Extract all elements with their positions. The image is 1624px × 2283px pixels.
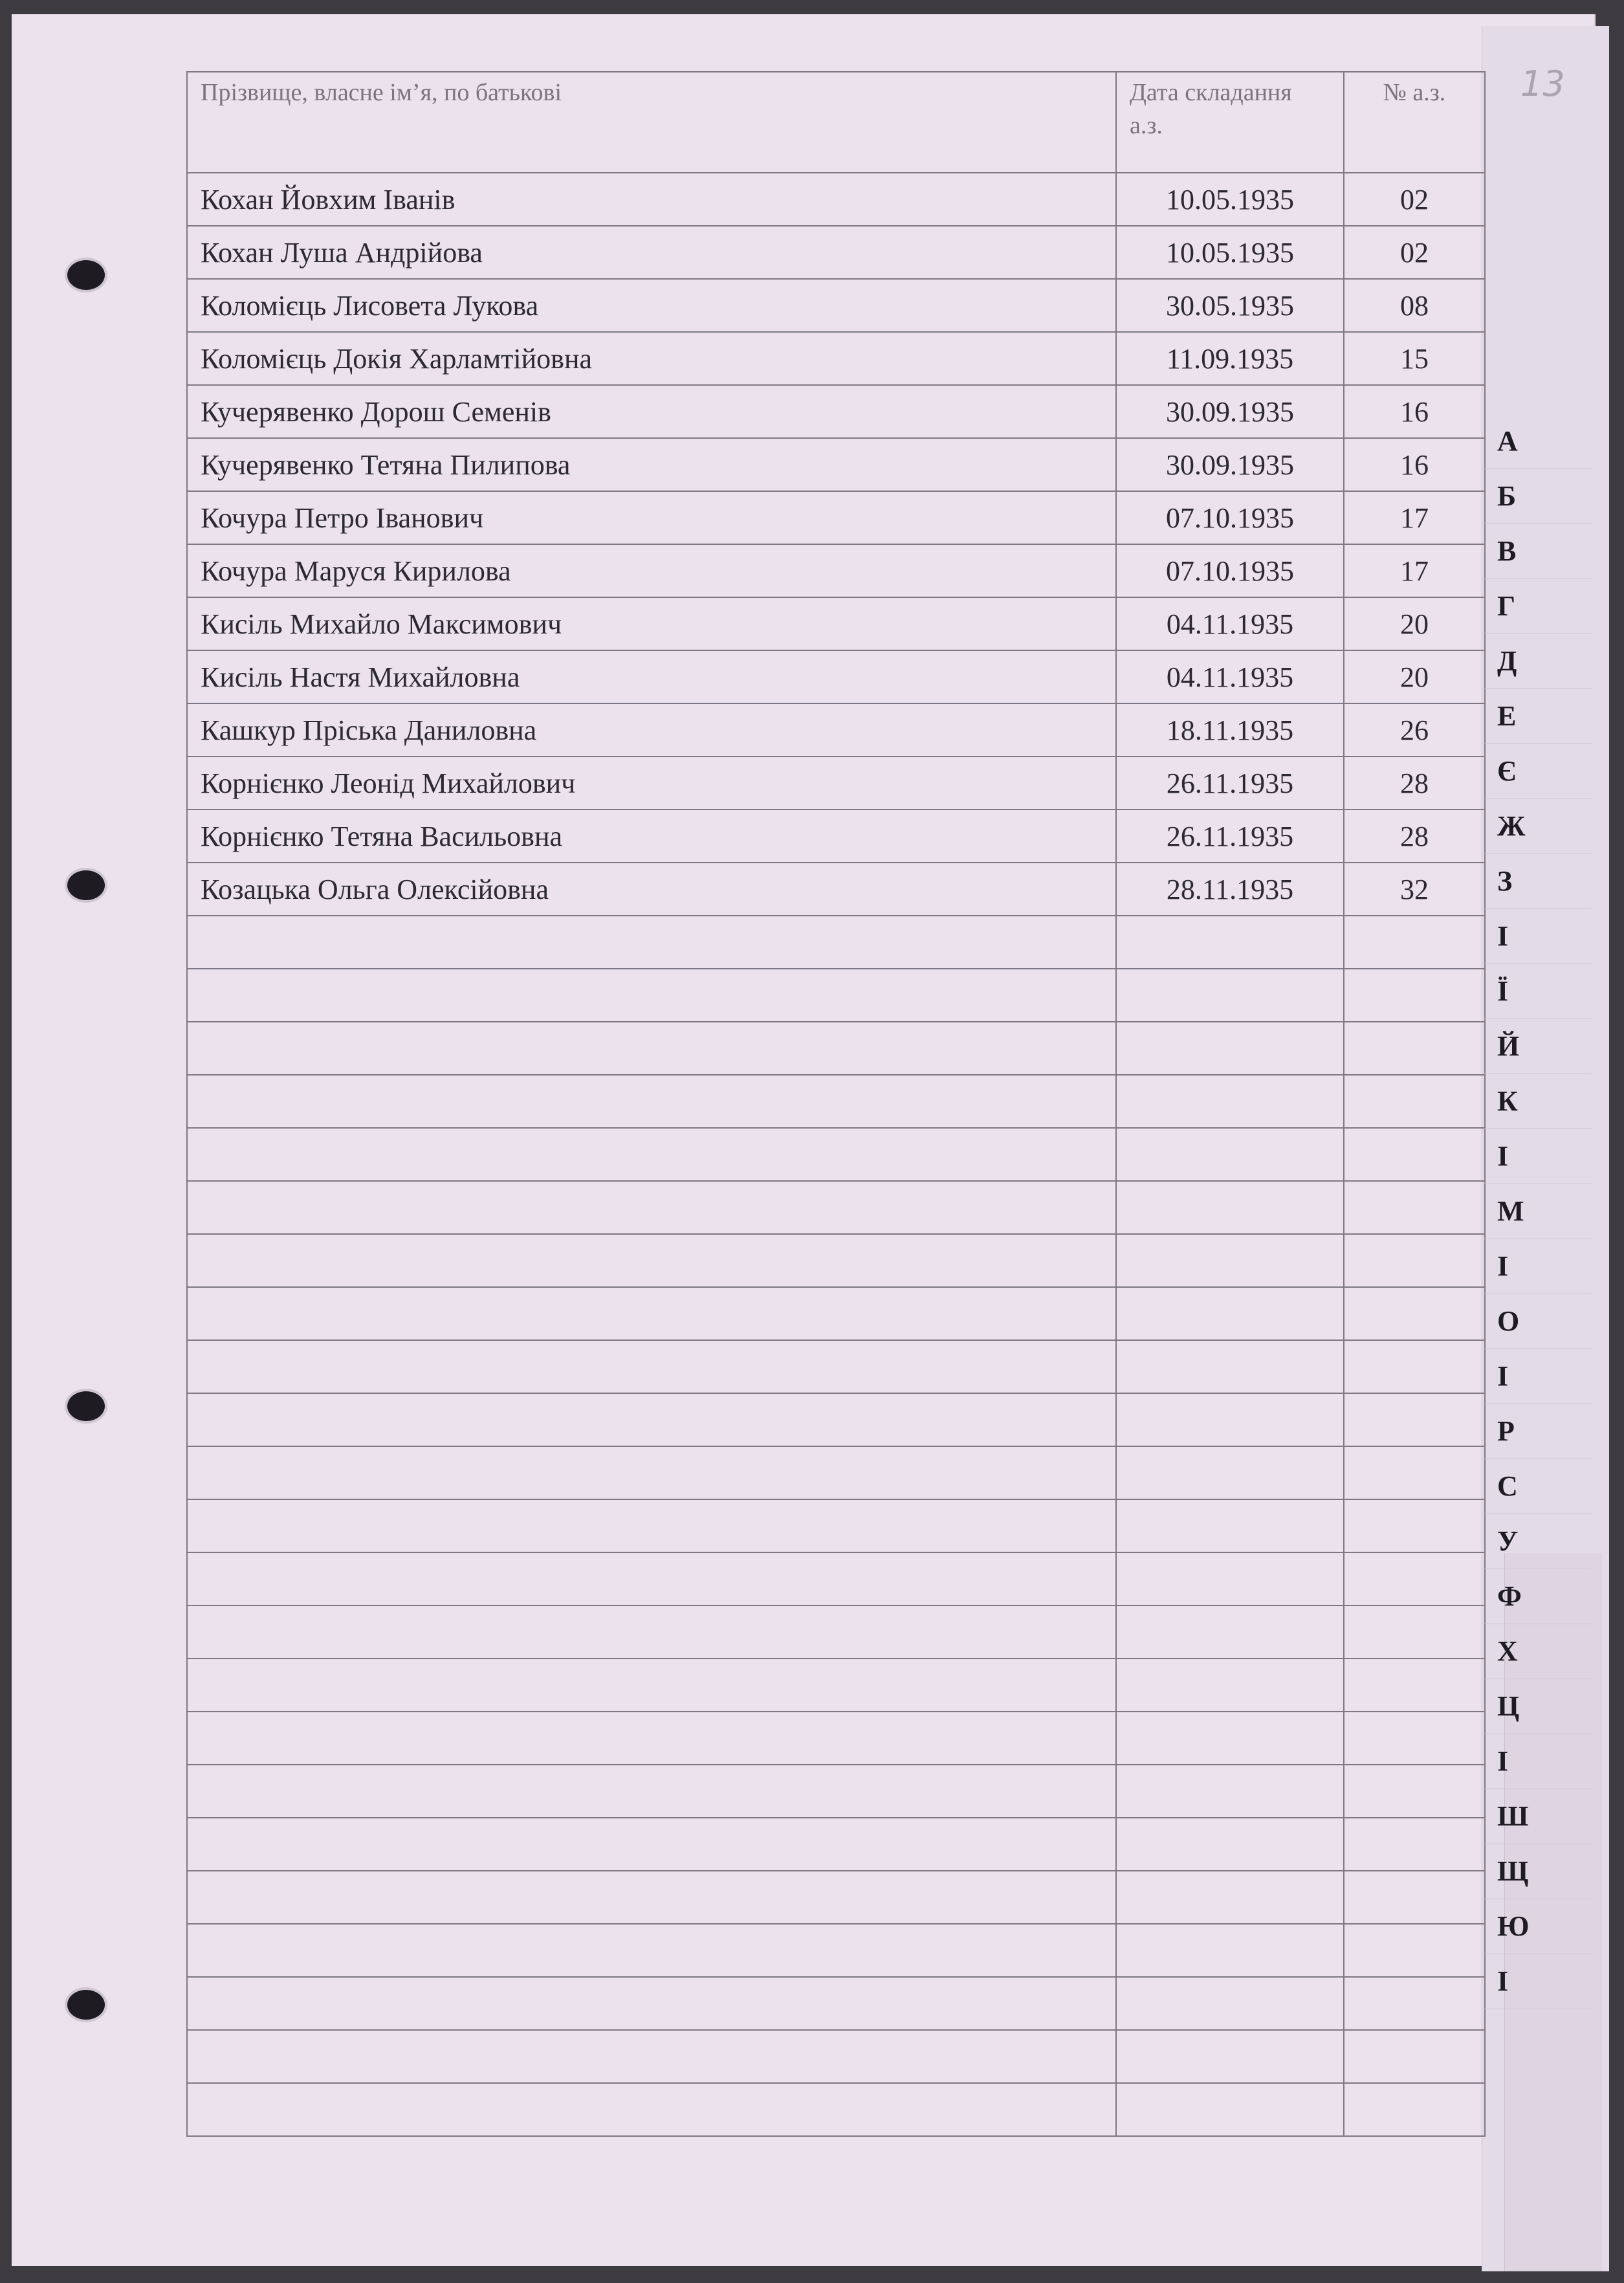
cell-number: 32 [1344,863,1485,916]
table-row [187,1393,1485,1446]
punch-hole-1 [67,260,105,290]
table-row [187,969,1485,1022]
table-row [187,226,1485,279]
cell-number [1344,1552,1485,1605]
alphabet-tab: Х [1482,1624,1592,1679]
table-row [187,1924,1485,1977]
cell-name [187,1287,1116,1340]
alphabet-tab: М [1482,1184,1592,1239]
table-row [187,438,1485,491]
table-row [187,863,1485,916]
alphabet-tabs [1482,414,1592,2009]
cell-name: Кашкур Пріська Даниловна [187,703,1116,756]
punch-hole-4 [67,1990,105,2020]
cell-date: 04.11.1935 [1116,597,1344,650]
cell-number: 17 [1344,544,1485,597]
cell-number [1344,1818,1485,1871]
alphabet-tab: Ц [1482,1679,1592,1734]
cell-number: 20 [1344,597,1485,650]
alphabet-tab: І [1482,1954,1592,2009]
cell-name [187,1552,1116,1605]
cell-date [1116,1022,1344,1075]
cell-number [1344,1871,1485,1924]
cell-date [1116,1605,1344,1659]
table-row [187,544,1485,597]
table-row [187,1181,1485,1234]
cell-date [1116,2030,1344,2083]
cell-number: 16 [1344,438,1485,491]
registry-table [186,71,1486,2137]
cell-number [1344,969,1485,1022]
cell-date [1116,1181,1344,1234]
cell-number [1344,1605,1485,1659]
table-row [187,650,1485,703]
cell-number [1344,2030,1485,2083]
header-date: Дата складання а.з. [1116,72,1344,173]
alphabet-tab: З [1482,854,1592,909]
cell-date: 10.05.1935 [1116,173,1344,226]
alphabet-tab: Б [1482,469,1592,524]
cell-number: 16 [1344,385,1485,438]
cell-date: 07.10.1935 [1116,491,1344,544]
cell-number [1344,1765,1485,1818]
cell-name: Кучерявенко Тетяна Пилипова [187,438,1116,491]
table-row [187,1022,1485,1075]
cell-date: 30.05.1935 [1116,279,1344,332]
cell-name: Коломієць Докія Харламтійовна [187,332,1116,385]
cell-number [1344,1924,1485,1977]
cell-date [1116,1128,1344,1181]
alphabet-tab: У [1482,1514,1592,1569]
cell-name: Кисіль Михайло Максимович [187,597,1116,650]
cell-name: Кочура Маруся Кирилова [187,544,1116,597]
cell-date [1116,1659,1344,1712]
cell-date [1116,1499,1344,1552]
alphabet-tab: Є [1482,744,1592,799]
cell-date [1116,1871,1344,1924]
cell-date: 07.10.1935 [1116,544,1344,597]
cell-number [1344,2083,1485,2136]
cell-name: Козацька Ольга Олексійовна [187,863,1116,916]
cell-name [187,1977,1116,2030]
cell-date [1116,1393,1344,1446]
alphabet-tab: Ж [1482,799,1592,854]
table-row [187,916,1485,969]
cell-number: 15 [1344,332,1485,385]
table-row [187,332,1485,385]
alphabet-tab: В [1482,524,1592,579]
cell-name [187,2083,1116,2136]
cell-name [187,1446,1116,1499]
cell-date [1116,1287,1344,1340]
cell-name [187,1128,1116,1181]
cell-number [1344,1977,1485,2030]
cell-name [187,1605,1116,1659]
table-row [187,1712,1485,1765]
table-row [187,491,1485,544]
cell-name [187,1712,1116,1765]
cell-date [1116,916,1344,969]
cell-number: 08 [1344,279,1485,332]
alphabet-tab: Ї [1482,964,1592,1019]
cell-name: Кочура Петро Іванович [187,491,1116,544]
table-row [187,1340,1485,1393]
cell-name: Коломієць Лисовета Лукова [187,279,1116,332]
alphabet-tab: К [1482,1074,1592,1129]
cell-date [1116,1340,1344,1393]
cell-date: 28.11.1935 [1116,863,1344,916]
cell-date: 26.11.1935 [1116,810,1344,863]
table-body [187,173,1485,2136]
cell-date: 10.05.1935 [1116,226,1344,279]
cell-name [187,1234,1116,1287]
cell-name [187,1340,1116,1393]
cell-number [1344,1446,1485,1499]
cell-name [187,1871,1116,1924]
alphabet-tab: І [1482,909,1592,964]
cell-number [1344,1181,1485,1234]
alphabet-tab: І [1482,1734,1592,1789]
cell-name [187,1393,1116,1446]
table-row [187,1552,1485,1605]
cell-date [1116,1075,1344,1128]
cell-name [187,1924,1116,1977]
table-row [187,703,1485,756]
cell-number: 02 [1344,173,1485,226]
cell-date [1116,1234,1344,1287]
cell-date [1116,1818,1344,1871]
cell-number [1344,1659,1485,1712]
cell-name: Кохан Йовхим Іванів [187,173,1116,226]
alphabet-tab: Ш [1482,1789,1592,1844]
cell-name [187,1499,1116,1552]
alphabet-tab: Ю [1482,1899,1592,1954]
table-row [187,1871,1485,1924]
cell-date [1116,969,1344,1022]
punch-hole-2 [67,870,105,900]
table-row [187,810,1485,863]
header-number: № а.з. [1344,72,1485,173]
cell-date [1116,1977,1344,2030]
cell-number [1344,916,1485,969]
cell-number [1344,1340,1485,1393]
cell-number: 02 [1344,226,1485,279]
cell-number [1344,1712,1485,1765]
cell-name: Кучерявенко Дорош Семенів [187,385,1116,438]
cell-date: 11.09.1935 [1116,332,1344,385]
cell-date [1116,1765,1344,1818]
cell-number [1344,1393,1485,1446]
table-row [187,597,1485,650]
page-number: 13 [1520,63,1565,104]
cell-date: 18.11.1935 [1116,703,1344,756]
cell-name [187,969,1116,1022]
cell-name: Корнієнко Леонід Михайлович [187,756,1116,810]
cell-date [1116,1446,1344,1499]
cell-name [187,1022,1116,1075]
cell-date [1116,1552,1344,1605]
cell-name: Кисіль Настя Михайловна [187,650,1116,703]
alphabet-tab: І [1482,1349,1592,1404]
table-row [187,1446,1485,1499]
cell-name [187,2030,1116,2083]
cell-number [1344,1128,1485,1181]
table-row [187,2083,1485,2136]
header-name: Прізвище, власне ім’я, по батькові [187,72,1116,173]
punch-hole-3 [67,1391,105,1421]
table-header-row [187,72,1485,173]
cell-name [187,1659,1116,1712]
table-row [187,1605,1485,1659]
cell-date: 04.11.1935 [1116,650,1344,703]
alphabet-tab: Ф [1482,1569,1592,1624]
alphabet-tab: Р [1482,1404,1592,1459]
table-row [187,1659,1485,1712]
table-row [187,1499,1485,1552]
cell-date [1116,1712,1344,1765]
alphabet-tab: С [1482,1459,1592,1514]
cell-number: 20 [1344,650,1485,703]
cell-date: 30.09.1935 [1116,385,1344,438]
table-row [187,1128,1485,1181]
alphabet-tab: І [1482,1129,1592,1184]
alphabet-tab: Г [1482,579,1592,634]
table-row [187,173,1485,226]
table-row [187,1287,1485,1340]
cell-number: 26 [1344,703,1485,756]
table-row [187,385,1485,438]
cell-name: Корнієнко Тетяна Васильовна [187,810,1116,863]
table-row [187,1977,1485,2030]
cell-number: 28 [1344,756,1485,810]
table-row [187,2030,1485,2083]
cell-number [1344,1022,1485,1075]
cell-date [1116,2083,1344,2136]
alphabet-tab: Й [1482,1019,1592,1074]
cell-name [187,1765,1116,1818]
table-row [187,1234,1485,1287]
cell-date [1116,1924,1344,1977]
table-row [187,756,1485,810]
cell-number [1344,1075,1485,1128]
alphabet-tab: Е [1482,689,1592,744]
alphabet-tab: Щ [1482,1844,1592,1899]
alphabet-tab: А [1482,414,1592,469]
cell-name [187,1818,1116,1871]
table-row [187,279,1485,332]
alphabet-tab: І [1482,1239,1592,1294]
alphabet-tab: Д [1482,634,1592,689]
table-row [187,1765,1485,1818]
cell-name [187,916,1116,969]
cell-number [1344,1499,1485,1552]
cell-number: 28 [1344,810,1485,863]
table-row [187,1075,1485,1128]
cell-date: 30.09.1935 [1116,438,1344,491]
table-row [187,1818,1485,1871]
cell-number [1344,1287,1485,1340]
cell-number: 17 [1344,491,1485,544]
cell-name [187,1181,1116,1234]
cell-name: Кохан Луша Андрійова [187,226,1116,279]
cell-number [1344,1234,1485,1287]
cell-date: 26.11.1935 [1116,756,1344,810]
alphabet-tab: О [1482,1294,1592,1349]
cell-name [187,1075,1116,1128]
